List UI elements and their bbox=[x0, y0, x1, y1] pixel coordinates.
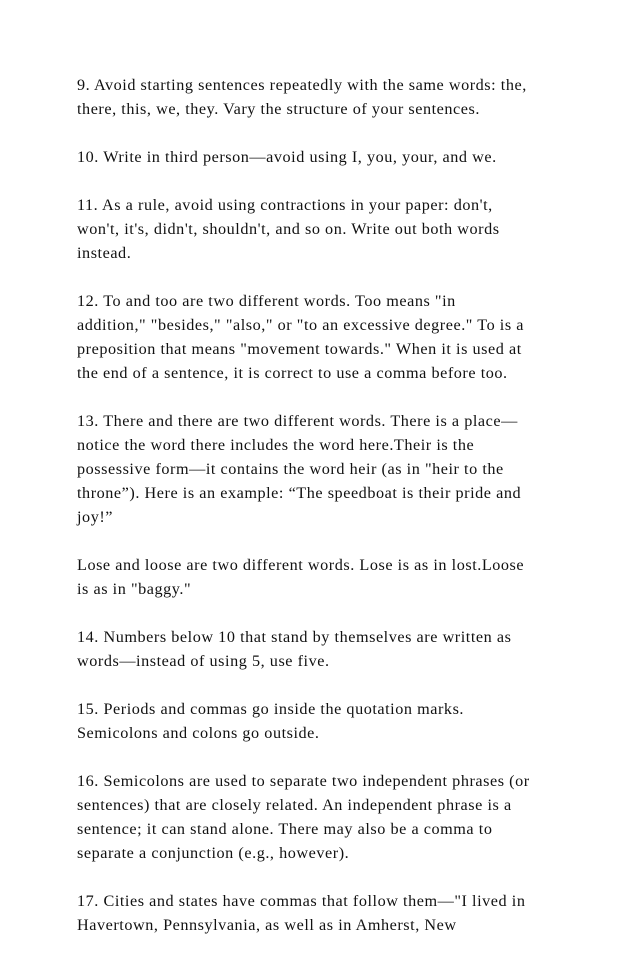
paragraph-rule-12: 12. To and too are two different words. Too means "in addition," "besides," "also," or "to an excessive degree." To is a preposition that means "movement towards." When it is used at the end of a sentence, it is correct to use a comma before too. bbox=[77, 292, 525, 382]
paragraph-rule-15: 15. Periods and commas go inside the quotation marks. Semicolons and colons go outside. bbox=[77, 700, 465, 742]
paragraph-rule-13: 13. There and there are two different words. There is a place— notice the word there includes the word here.Their is the possessive form—it contains the word heir (as in "heir to the throne”). Here is an example: “The speedboat is their pride and joy!” bbox=[77, 412, 522, 526]
paragraph-rule-17: 17. Cities and states have commas that follow them—"I lived in Havertown, Pennsylvania, as well as in Amherst, New bbox=[77, 892, 526, 934]
paragraph-lose-loose: Lose and loose are two different words. Lose is as in lost.Loose is as in "baggy." bbox=[77, 556, 525, 598]
document-body bbox=[77, 73, 577, 961]
paragraph-rule-14: 14. Numbers below 10 that stand by themselves are written as words—instead of using 5, use five. bbox=[77, 628, 512, 670]
paragraph-rule-10: 10. Write in third person—avoid using I, you, your, and we. bbox=[77, 148, 497, 166]
paragraph-rule-16: 16. Semicolons are used to separate two independent phrases (or sentences) that are closely related. An independent phrase is a sentence; it can stand alone. There may also be a comma to separate a conjunction (e.g., however). bbox=[77, 772, 530, 862]
paragraph-rule-9: 9. Avoid starting sentences repeatedly with the same words: the, there, this, we, they. Vary the structure of your sentences. bbox=[77, 76, 527, 118]
paragraph-rule-11: 11. As a rule, avoid using contractions in your paper: don't, won't, it's, didn't, shouldn't, and so on. Write out both words instead. bbox=[77, 196, 500, 262]
